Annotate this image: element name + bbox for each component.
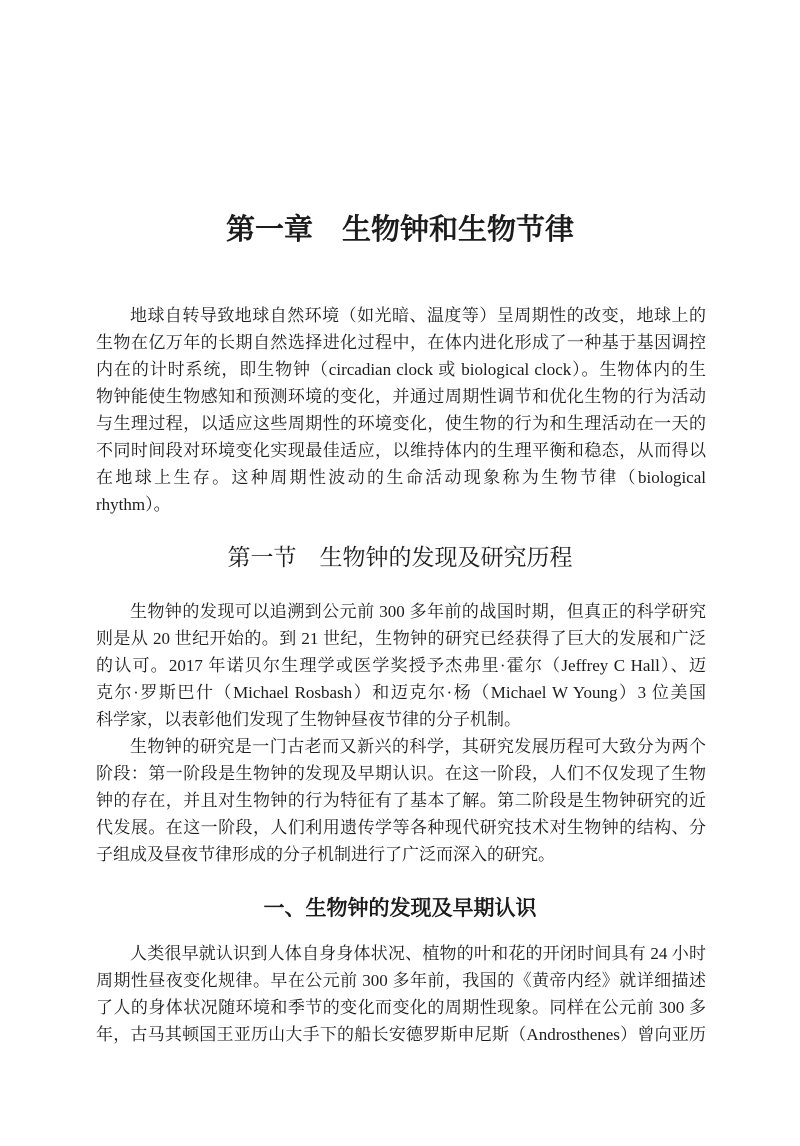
text-line: 则是从 20 世纪开始的。到 21 世纪，生物钟的研究已经获得了巨大的发展和广泛 (96, 629, 706, 648)
subsection-paragraph (96, 940, 706, 1048)
text-line: 代发展。在这一阶段，人们利用遗传学等各种现代研究技术对生物钟的结构、分 (96, 818, 706, 837)
text-line: 了人的身体状况随环境和季节的变化而变化的周期性现象。同样在公元前 300 多 (96, 998, 706, 1017)
text-line: 内在的计时系统，即生物钟（circadian clock 或 biological clock）。生物体内的生 (96, 360, 706, 379)
text-line: 人类很早就认识到人体自身身体状况、植物的叶和花的开闭时间具有 24 小时 (130, 944, 706, 963)
text-line: 科学家，以表彰他们发现了生物钟昼夜节律的分子机制。 (96, 710, 521, 729)
text-line: 地球自转导致地球自然环境（如光暗、温度等）呈周期性的改变，地球上的 (130, 306, 706, 325)
text-line: 克尔·罗斯巴什（Michael Rosbash）和迈克尔·杨（Michael W Young）3 位美国 (96, 683, 706, 702)
text-line: 钟的存在，并且对生物钟的行为特征有了基本了解。第二阶段是生物钟研究的近 (96, 791, 706, 810)
text-line: 子组成及昼夜节律形成的分子机制进行了广泛而深入的研究。 (96, 845, 555, 864)
text-line: 年，古马其顿国王亚历山大手下的船长安德罗斯申尼斯（Androsthenes）曾向亚历 (96, 1025, 706, 1044)
section-paragraph (96, 733, 706, 868)
subsection-title: 一、生物钟的发现及早期认识 (263, 896, 537, 920)
text-line: 与生理过程，以适应这些周期性的环境变化，使生物的行为和生理活动在一天的 (96, 414, 706, 433)
text-line: 在地球上生存。这种周期性波动的生命活动现象称为生物节律（biological (96, 468, 706, 487)
intro-paragraph (96, 302, 706, 518)
text-line: 的认可。2017 年诺贝尔生理学或医学奖授予杰弗里·霍尔（Jeffrey C Hall）、迈 (96, 656, 706, 675)
text-line: 阶段：第一阶段是生物钟的发现及早期认识。在这一阶段，人们不仅发现了生物 (96, 764, 706, 783)
chapter-title: 第一章 生物钟和生物节律 (225, 214, 574, 246)
section-paragraph (96, 598, 706, 733)
section-title: 第一节 生物钟的发现及研究历程 (227, 545, 573, 571)
text-line: 物钟能使生物感知和预测环境的变化，并通过周期性调节和优化生物的行为活动 (96, 387, 706, 406)
text-line: 生物在亿万年的长期自然选择进化过程中，在体内进化形成了一种基于基因调控 (96, 333, 706, 352)
text-line: 生物钟的研究是一门古老而又新兴的科学，其研究发展历程可大致分为两个 (130, 737, 706, 756)
text-line: 周期性昼夜变化规律。早在公元前 300 多年前，我国的《黄帝内经》就详细描述 (96, 971, 706, 990)
text-line: 生物钟的发现可以追溯到公元前 300 多年前的战国时期，但真正的科学研究 (130, 602, 706, 621)
text-line: rhythm）。 (96, 495, 171, 514)
text-line: 不同时间段对环境变化实现最佳适应，以维持体内的生理平衡和稳态，从而得以 (96, 441, 706, 460)
